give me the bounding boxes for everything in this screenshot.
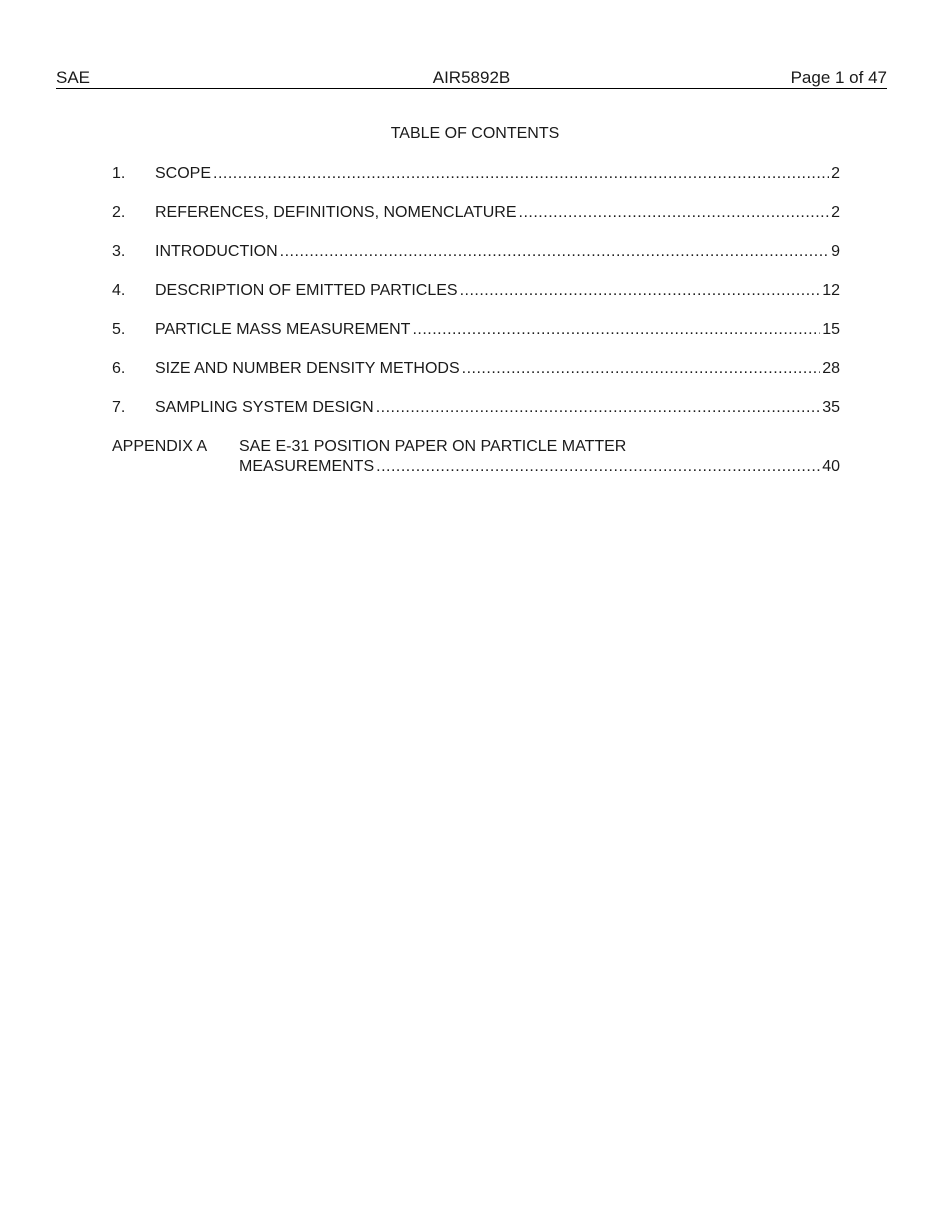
toc-entry-page: 35 (822, 399, 840, 416)
toc-entry-number: 4. (112, 282, 126, 299)
toc-leader-dots (460, 281, 821, 301)
toc-appendix-title-line2: MEASUREMENTS (239, 458, 375, 475)
page-header (56, 68, 887, 89)
header-org: SAE (56, 68, 91, 87)
toc-leader-dots (462, 359, 821, 379)
toc-entry-page: 2 (831, 165, 840, 182)
toc-entry-page: 2 (831, 204, 840, 221)
toc-entry-title: SIZE AND NUMBER DENSITY METHODS (155, 360, 460, 377)
toc-title: TABLE OF CONTENTS (390, 125, 560, 142)
toc-entry-number: 1. (112, 165, 126, 182)
toc-entry-page: 12 (822, 282, 840, 299)
toc-entry-title: REFERENCES, DEFINITIONS, NOMENCLATURE (155, 204, 517, 221)
toc-entry[interactable] (112, 320, 840, 340)
toc-entry-title: SAMPLING SYSTEM DESIGN (155, 399, 374, 416)
toc-appendix-label: APPENDIX A (112, 438, 208, 455)
header-page-number: Page 1 of 47 (790, 68, 887, 87)
toc-entry[interactable] (112, 203, 840, 223)
toc-entry-title: INTRODUCTION (155, 243, 278, 260)
toc-entry-number: 6. (112, 360, 126, 377)
toc-entry-number: 5. (112, 321, 126, 338)
toc-entry-number: 2. (112, 204, 126, 221)
toc-appendix-title-line1: SAE E-31 POSITION PAPER ON PARTICLE MATTER (239, 438, 627, 455)
toc-leader-dots (519, 203, 830, 223)
toc-entry-title: SCOPE (155, 165, 212, 182)
toc-leader-dots (376, 457, 820, 477)
toc-entry-page: 15 (822, 321, 840, 338)
toc-leader-dots (280, 242, 829, 262)
toc-leader-dots (412, 320, 820, 340)
toc-entry-title: DESCRIPTION OF EMITTED PARTICLES (155, 282, 458, 299)
toc-entry[interactable] (112, 359, 840, 379)
toc-leader-dots (376, 398, 820, 418)
toc-appendix-page: 40 (822, 458, 840, 475)
header-doc-id: AIR5892B (432, 68, 511, 87)
toc-entry-title: PARTICLE MASS MEASUREMENT (155, 321, 411, 338)
toc-entry[interactable] (112, 164, 840, 184)
toc-entry-number: 3. (112, 243, 126, 260)
toc-entry[interactable] (112, 398, 840, 418)
toc-leader-dots (213, 164, 829, 184)
toc-entry-page: 9 (831, 243, 840, 260)
toc-entry[interactable] (112, 242, 840, 262)
toc-entry[interactable] (112, 281, 840, 301)
toc-entry-page: 28 (822, 360, 840, 377)
toc-entry-number: 7. (112, 399, 126, 416)
